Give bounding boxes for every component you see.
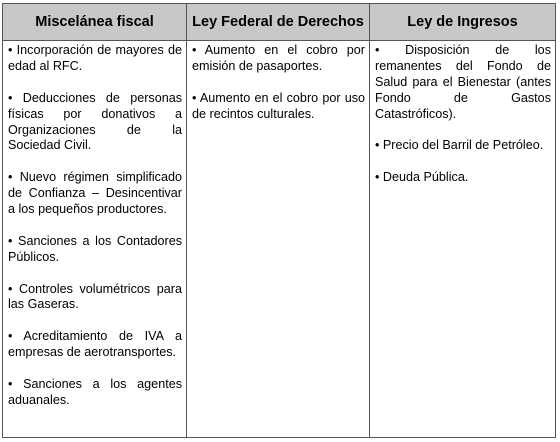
list-item: • Acreditamiento de IVA a empresas de aerotransportes. — [8, 329, 182, 360]
column-header: Ley Federal de Derechos — [187, 4, 369, 41]
list-item: • Precio del Barril de Petróleo. — [375, 138, 544, 153]
list-item: • Deuda Pública. — [375, 170, 469, 185]
list-item: • Disposición de los remanentes del Fondo de Salud para el Bienestar (antes Fondo de Gastos Catastróficos). — [375, 43, 551, 121]
column-ley-ingresos — [370, 4, 555, 437]
list-item: • Aumento en el cobro por emisión de pasaportes. — [192, 43, 365, 73]
list-item: • Sanciones a los Contadores Públicos. — [8, 233, 182, 264]
column-miscelanea — [3, 4, 187, 437]
column-body — [370, 41, 555, 186]
list-item: • Sanciones a los agentes aduanales. — [8, 376, 182, 407]
column-body — [187, 41, 369, 123]
list-item: • Aumento en el cobro por uso de recintos culturales. — [192, 90, 365, 121]
reform-table — [2, 3, 556, 438]
list-item: • Nuevo régimen simplificado de Confianza – Desincentivar a los pequeños productores. — [8, 170, 182, 217]
list-item: • Deducciones de personas físicas por donativos a Organizaciones de la Sociedad Civil. — [8, 90, 182, 153]
column-header: Ley de Ingresos — [370, 4, 555, 41]
column-ley-federal-derechos — [187, 4, 370, 437]
list-item: • Incorporación de mayores de edad al RFC. — [8, 43, 182, 73]
column-header: Miscelánea fiscal — [3, 4, 186, 41]
list-item: • Controles volumétricos para las Gaseras. — [8, 281, 182, 312]
column-body — [3, 41, 186, 409]
